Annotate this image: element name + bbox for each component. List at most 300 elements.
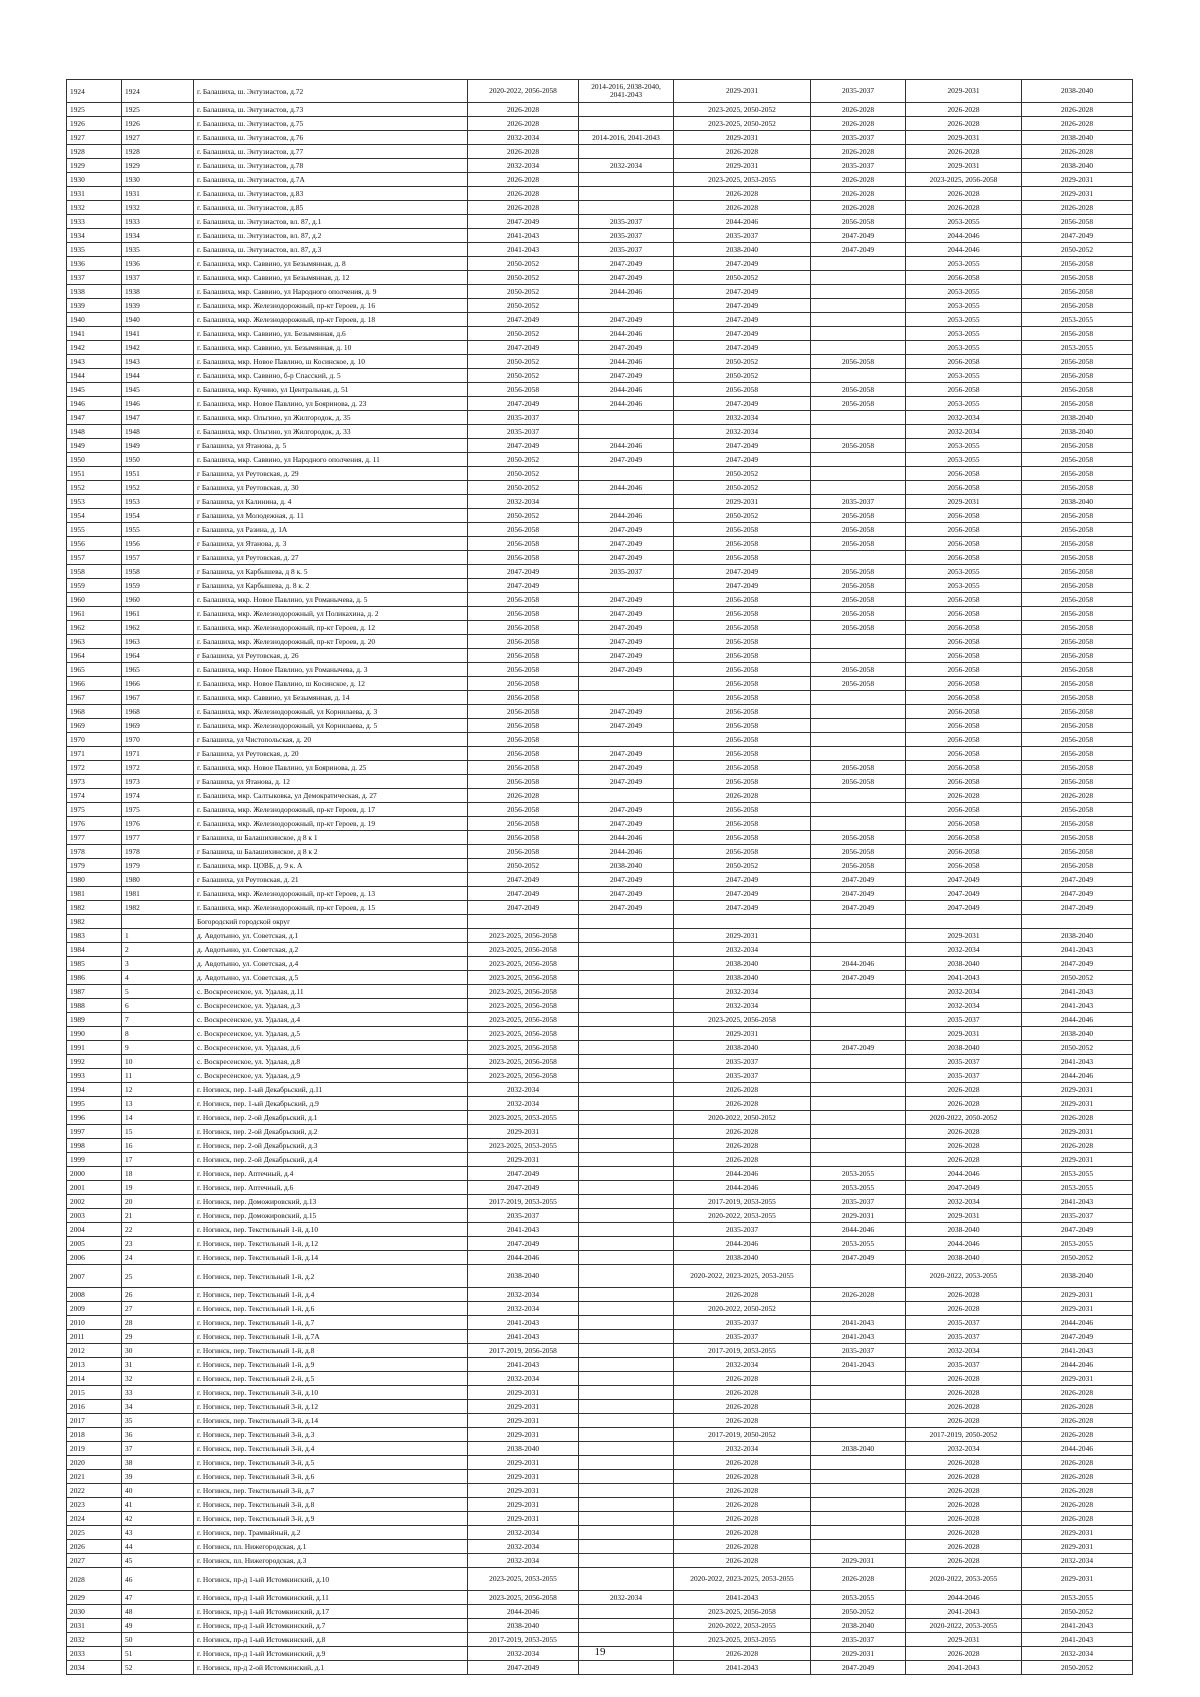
table-row	[67, 229, 1133, 243]
date-col-1: 2050-2052	[468, 467, 579, 481]
local-number: 1953	[122, 495, 194, 509]
row-number: 2011	[67, 1330, 122, 1344]
date-col-3: 2026-2028	[674, 1498, 811, 1512]
address-cell: г. Ногинск, пер. Текстильный 1-й, д.12	[194, 1237, 468, 1251]
date-col-6: 2056-2058	[1022, 719, 1133, 733]
date-col-5: 2026-2028	[906, 1153, 1022, 1167]
date-col-3: 2026-2028	[674, 187, 811, 201]
date-col-4	[811, 705, 906, 719]
date-col-3: 2032-2034	[674, 425, 811, 439]
date-col-4	[811, 719, 906, 733]
date-col-2: 2047-2049	[579, 593, 674, 607]
row-number: 1927	[67, 131, 122, 145]
date-col-4	[811, 1013, 906, 1027]
date-col-3: 2047-2049	[674, 901, 811, 915]
date-col-3: 2056-2058	[674, 719, 811, 733]
date-col-2	[579, 1386, 674, 1400]
date-col-3: 2032-2034	[674, 985, 811, 999]
date-col-6: 2050-2052	[1022, 1041, 1133, 1055]
table-row	[67, 327, 1133, 341]
table-row	[67, 131, 1133, 145]
date-col-4: 2056-2058	[811, 439, 906, 453]
local-number: 9	[122, 1041, 194, 1055]
date-col-2	[579, 1540, 674, 1554]
row-number: 1963	[67, 635, 122, 649]
address-cell: г. Балашиха, мкр. Новое Павлино, ул Бояринова, д. 23	[194, 397, 468, 411]
date-col-6: 2050-2052	[1022, 1661, 1133, 1675]
row-number: 2009	[67, 1302, 122, 1316]
address-cell: с. Воскресенское, ул. Удалая, д.3	[194, 999, 468, 1013]
address-cell: г. Ногинск, пер. Текстильный 3-й, д.9	[194, 1512, 468, 1526]
address-cell: г. Ногинск, пер. Текстильный 1-й, д.7А	[194, 1330, 468, 1344]
date-col-3: 2023-2025, 2056-2058	[674, 1013, 811, 1027]
date-col-1: 2029-2031	[468, 1125, 579, 1139]
table-row	[67, 355, 1133, 369]
date-col-5: 2056-2058	[906, 831, 1022, 845]
table-row	[67, 1251, 1133, 1265]
table-row	[67, 565, 1133, 579]
date-col-1: 2047-2049	[468, 579, 579, 593]
date-col-5: 2056-2058	[906, 467, 1022, 481]
date-col-4	[811, 1484, 906, 1498]
date-col-6: 2026-2028	[1022, 1456, 1133, 1470]
date-col-2: 2047-2049	[579, 551, 674, 565]
local-number: 1938	[122, 285, 194, 299]
date-col-1: 2056-2058	[468, 775, 579, 789]
date-col-3: 2056-2058	[674, 677, 811, 691]
row-number: 1953	[67, 495, 122, 509]
date-col-2: 2044-2046	[579, 383, 674, 397]
date-col-3: 2020-2022, 2023-2025, 2053-2055	[674, 1568, 811, 1591]
date-col-5: 2035-2037	[906, 1358, 1022, 1372]
date-col-5: 2047-2049	[906, 887, 1022, 901]
local-number: 1943	[122, 355, 194, 369]
date-col-2	[579, 1633, 674, 1647]
date-col-4	[811, 733, 906, 747]
date-col-5: 2053-2055	[906, 285, 1022, 299]
table-row	[67, 705, 1133, 719]
date-col-5: 2053-2055	[906, 565, 1022, 579]
date-col-1: 2044-2046	[468, 1605, 579, 1619]
date-col-1: 2029-2031	[468, 1512, 579, 1526]
date-col-6: 2026-2028	[1022, 1470, 1133, 1484]
local-number: 1952	[122, 481, 194, 495]
date-col-3: 2056-2058	[674, 761, 811, 775]
date-col-5: 2026-2028	[906, 1470, 1022, 1484]
local-number: 35	[122, 1414, 194, 1428]
date-col-5: 2056-2058	[906, 733, 1022, 747]
date-col-1: 2023-2025, 2056-2058	[468, 999, 579, 1013]
row-number: 1976	[67, 817, 122, 831]
table-row	[67, 481, 1133, 495]
local-number: 1932	[122, 201, 194, 215]
date-col-3: 2047-2049	[674, 313, 811, 327]
date-col-6: 2038-2040	[1022, 929, 1133, 943]
table-row	[67, 887, 1133, 901]
date-col-5: 2029-2031	[906, 1633, 1022, 1647]
table-row	[67, 1167, 1133, 1181]
date-col-5: 2029-2031	[906, 929, 1022, 943]
date-col-4: 2026-2028	[811, 1568, 906, 1591]
date-col-4: 2056-2058	[811, 537, 906, 551]
date-col-6: 2050-2052	[1022, 971, 1133, 985]
local-number: 1925	[122, 103, 194, 117]
local-number: 1965	[122, 663, 194, 677]
date-col-1: 2020-2022, 2056-2058	[468, 80, 579, 103]
date-col-1: 2026-2028	[468, 145, 579, 159]
date-col-2	[579, 1055, 674, 1069]
date-col-5: 2056-2058	[906, 691, 1022, 705]
date-col-4	[811, 299, 906, 313]
date-col-1: 2023-2025, 2056-2058	[468, 985, 579, 999]
local-number: 2	[122, 943, 194, 957]
row-number: 1995	[67, 1097, 122, 1111]
date-col-5: 2053-2055	[906, 313, 1022, 327]
table-row	[67, 733, 1133, 747]
row-number: 1966	[67, 677, 122, 691]
date-col-5: 2020-2022, 2053-2055	[906, 1568, 1022, 1591]
address-cell: г Балашиха, ул Реутовская, д. 27	[194, 551, 468, 565]
date-col-3: 2026-2028	[674, 1288, 811, 1302]
date-col-6: 2056-2058	[1022, 551, 1133, 565]
date-col-4: 2056-2058	[811, 355, 906, 369]
local-number: 1974	[122, 789, 194, 803]
date-col-4: 2026-2028	[811, 117, 906, 131]
date-col-6: 2044-2046	[1022, 1069, 1133, 1083]
row-number: 1983	[67, 929, 122, 943]
address-cell: г. Ногинск, пер. Текстильный 1-й, д.7	[194, 1316, 468, 1330]
date-col-5: 2056-2058	[906, 481, 1022, 495]
address-cell: г. Балашиха, ш. Энтузиастов, д.73	[194, 103, 468, 117]
date-col-3: 2032-2034	[674, 1442, 811, 1456]
local-number: 36	[122, 1428, 194, 1442]
date-col-3: 2035-2037	[674, 1316, 811, 1330]
date-col-4: 2056-2058	[811, 397, 906, 411]
date-col-5: 2056-2058	[906, 551, 1022, 565]
address-cell: г. Балашиха, мкр. Саввино, ул Народного ополчения, д. 11	[194, 453, 468, 467]
date-col-3: 2023-2025, 2053-2055	[674, 173, 811, 187]
date-col-6: 2029-2031	[1022, 1288, 1133, 1302]
date-col-5: 2038-2040	[906, 957, 1022, 971]
date-col-6: 2056-2058	[1022, 369, 1133, 383]
date-col-4: 2047-2049	[811, 971, 906, 985]
row-number: 1926	[67, 117, 122, 131]
date-col-5: 2044-2046	[906, 1167, 1022, 1181]
date-col-4	[811, 1111, 906, 1125]
date-col-3: 2026-2028	[674, 1470, 811, 1484]
row-number: 2022	[67, 1484, 122, 1498]
table-row	[67, 621, 1133, 635]
date-col-3: 2038-2040	[674, 243, 811, 257]
date-col-6: 2026-2028	[1022, 1414, 1133, 1428]
address-cell: г. Балашиха, мкр. Салтыковка, ул Демократическая, д. 27	[194, 789, 468, 803]
date-col-3: 2026-2028	[674, 1484, 811, 1498]
local-number: 1942	[122, 341, 194, 355]
date-col-3: 2035-2037	[674, 1330, 811, 1344]
date-col-1: 2029-2031	[468, 1414, 579, 1428]
address-cell: г Балашиха, ул Карбышева, д. 8 к. 2	[194, 579, 468, 593]
date-col-6: 2047-2049	[1022, 957, 1133, 971]
table-row	[67, 593, 1133, 607]
date-col-6: 2029-2031	[1022, 1568, 1133, 1591]
date-col-3: 2035-2037	[674, 1069, 811, 1083]
table-row	[67, 201, 1133, 215]
date-col-2	[579, 1083, 674, 1097]
date-col-5: 2026-2028	[906, 1400, 1022, 1414]
row-number: 2030	[67, 1605, 122, 1619]
date-col-5: 2035-2037	[906, 1330, 1022, 1344]
local-number: 10	[122, 1055, 194, 1069]
schedule-table	[66, 79, 1133, 1675]
date-col-1: 2056-2058	[468, 803, 579, 817]
date-col-5: 2044-2046	[906, 243, 1022, 257]
date-col-5	[906, 915, 1022, 929]
row-number: 1932	[67, 201, 122, 215]
date-col-2: 2047-2049	[579, 607, 674, 621]
date-col-6: 2026-2028	[1022, 1111, 1133, 1125]
table-row	[67, 831, 1133, 845]
row-number: 2020	[67, 1456, 122, 1470]
date-col-3: 2047-2049	[674, 299, 811, 313]
date-col-4: 2053-2055	[811, 1237, 906, 1251]
date-col-3: 2044-2046	[674, 1181, 811, 1195]
address-cell: г. Балашиха, ш. Энтузиастов, д.85	[194, 201, 468, 215]
date-col-5: 2056-2058	[906, 271, 1022, 285]
row-number: 2034	[67, 1661, 122, 1675]
date-col-2	[579, 145, 674, 159]
table-row	[67, 579, 1133, 593]
row-number: 1988	[67, 999, 122, 1013]
date-col-3: 2026-2028	[674, 1139, 811, 1153]
date-col-2	[579, 1568, 674, 1591]
table-row	[67, 789, 1133, 803]
date-col-1	[468, 915, 579, 929]
date-col-1: 2041-2043	[468, 243, 579, 257]
table-row	[67, 607, 1133, 621]
date-col-1: 2023-2025, 2056-2058	[468, 1055, 579, 1069]
table-row	[67, 1661, 1133, 1675]
date-col-4	[811, 425, 906, 439]
table-body	[67, 80, 1133, 1675]
date-col-5: 2026-2028	[906, 1139, 1022, 1153]
address-cell: г. Ногинск, пр-д 1-ый Истомкинский, д.17	[194, 1605, 468, 1619]
table-row	[67, 285, 1133, 299]
local-number: 26	[122, 1288, 194, 1302]
row-number: 2001	[67, 1181, 122, 1195]
table-row	[67, 1512, 1133, 1526]
date-col-4: 2044-2046	[811, 957, 906, 971]
date-col-3: 2035-2037	[674, 1223, 811, 1237]
row-number: 1989	[67, 1013, 122, 1027]
local-number: 1926	[122, 117, 194, 131]
address-cell: г. Балашиха, ш. Энтузиастов, вл. 87, д.1	[194, 215, 468, 229]
date-col-6: 2056-2058	[1022, 593, 1133, 607]
table-row	[67, 1619, 1133, 1633]
date-col-4	[811, 1125, 906, 1139]
row-number: 1975	[67, 803, 122, 817]
local-number: 1928	[122, 145, 194, 159]
address-cell: г Балашиха, ул Реутовская, д. 26	[194, 649, 468, 663]
date-col-3: 2056-2058	[674, 621, 811, 635]
row-number: 2008	[67, 1288, 122, 1302]
local-number: 39	[122, 1470, 194, 1484]
date-col-3: 2056-2058	[674, 663, 811, 677]
date-col-5: 2026-2028	[906, 1386, 1022, 1400]
date-col-4	[811, 1139, 906, 1153]
date-col-3: 2047-2049	[674, 327, 811, 341]
date-col-5: 2026-2028	[906, 1456, 1022, 1470]
address-cell: г. Балашиха, мкр. Новое Павлино, ул Романычева, д. 5	[194, 593, 468, 607]
row-number: 1971	[67, 747, 122, 761]
table-row	[67, 1153, 1133, 1167]
date-col-6: 2026-2028	[1022, 1400, 1133, 1414]
date-col-3: 2047-2049	[674, 579, 811, 593]
date-col-6: 2026-2028	[1022, 1139, 1133, 1153]
date-col-2: 2044-2046	[579, 397, 674, 411]
date-col-6: 2056-2058	[1022, 803, 1133, 817]
address-cell: г Балашиха, ул Калинина, д. 4	[194, 495, 468, 509]
address-cell: г. Ногинск, пер. Доможировский, д.13	[194, 1195, 468, 1209]
date-col-3: 2038-2040	[674, 1251, 811, 1265]
date-col-4	[811, 1456, 906, 1470]
date-col-3: 2041-2043	[674, 1591, 811, 1605]
local-number: 1981	[122, 887, 194, 901]
local-number: 1944	[122, 369, 194, 383]
local-number: 1924	[122, 80, 194, 103]
date-col-2: 2047-2049	[579, 803, 674, 817]
date-col-4	[811, 1265, 906, 1288]
date-col-6: 2056-2058	[1022, 271, 1133, 285]
row-number: 1997	[67, 1125, 122, 1139]
table-row	[67, 453, 1133, 467]
date-col-6: 2056-2058	[1022, 215, 1133, 229]
local-number: 1941	[122, 327, 194, 341]
date-col-1: 2029-2031	[468, 1470, 579, 1484]
date-col-3: 2056-2058	[674, 635, 811, 649]
local-number: 1931	[122, 187, 194, 201]
date-col-1: 2047-2049	[468, 1167, 579, 1181]
local-number: 1940	[122, 313, 194, 327]
local-number: 19	[122, 1181, 194, 1195]
date-col-6: 2053-2055	[1022, 313, 1133, 327]
local-number: 1977	[122, 831, 194, 845]
date-col-1: 2044-2046	[468, 1251, 579, 1265]
row-number: 1982	[67, 901, 122, 915]
address-cell: г. Ногинск, пл. Нижегородская, д.1	[194, 1540, 468, 1554]
address-cell: г. Ногинск, пер. Текстильный 2-й, д.5	[194, 1372, 468, 1386]
address-cell: г. Балашиха, мкр. Саввино, ул Народного ополчения, д. 9	[194, 285, 468, 299]
date-col-4	[811, 551, 906, 565]
date-col-1: 2038-2040	[468, 1619, 579, 1633]
table-row	[67, 467, 1133, 481]
date-col-6: 2047-2049	[1022, 873, 1133, 887]
table-row	[67, 1540, 1133, 1554]
date-col-4	[811, 1526, 906, 1540]
date-col-3: 2056-2058	[674, 747, 811, 761]
address-cell: г. Балашиха, мкр. Железнодорожный, пр-кт Героев, д. 19	[194, 817, 468, 831]
date-col-2	[579, 1344, 674, 1358]
address-cell: г. Балашиха, ш. Энтузиастов, д.78	[194, 159, 468, 173]
date-col-6: 2026-2028	[1022, 1428, 1133, 1442]
date-col-4: 2029-2031	[811, 1647, 906, 1661]
date-col-4: 2029-2031	[811, 1209, 906, 1223]
local-number: 1964	[122, 649, 194, 663]
table-row	[67, 1181, 1133, 1195]
date-col-4: 2047-2049	[811, 1251, 906, 1265]
date-col-5: 2029-2031	[906, 1209, 1022, 1223]
date-col-1: 2023-2025, 2053-2055	[468, 1111, 579, 1125]
date-col-4: 2053-2055	[811, 1591, 906, 1605]
local-number: 49	[122, 1619, 194, 1633]
date-col-4	[811, 915, 906, 929]
date-col-3: 2029-2031	[674, 1027, 811, 1041]
date-col-4: 2056-2058	[811, 383, 906, 397]
date-col-3: 2050-2052	[674, 355, 811, 369]
date-col-1: 2041-2043	[468, 1316, 579, 1330]
local-number: 21	[122, 1209, 194, 1223]
date-col-2	[579, 425, 674, 439]
table-row	[67, 509, 1133, 523]
date-col-5: 2032-2034	[906, 1195, 1022, 1209]
local-number: 1945	[122, 383, 194, 397]
local-number: 1971	[122, 747, 194, 761]
date-col-1: 2047-2049	[468, 1237, 579, 1251]
date-col-1: 2023-2025, 2056-2058	[468, 971, 579, 985]
date-col-2	[579, 1209, 674, 1223]
local-number: 11	[122, 1069, 194, 1083]
local-number: 1973	[122, 775, 194, 789]
date-col-3: 2026-2028	[674, 1083, 811, 1097]
date-col-5: 2029-2031	[906, 131, 1022, 145]
date-col-1: 2056-2058	[468, 635, 579, 649]
date-col-5: 2026-2028	[906, 187, 1022, 201]
local-number: 1947	[122, 411, 194, 425]
row-number: 1946	[67, 397, 122, 411]
date-col-2: 2047-2049	[579, 873, 674, 887]
address-cell: с. Воскресенское, ул. Удалая, д.8	[194, 1055, 468, 1069]
date-col-2	[579, 1526, 674, 1540]
local-number: 1948	[122, 425, 194, 439]
date-col-2	[579, 1069, 674, 1083]
address-cell: с. Воскресенское, ул. Удалая, д.6	[194, 1041, 468, 1055]
date-col-6: 2056-2058	[1022, 831, 1133, 845]
date-col-2: 2047-2049	[579, 635, 674, 649]
date-col-5: 2053-2055	[906, 369, 1022, 383]
date-col-4	[811, 1083, 906, 1097]
date-col-3: 2047-2049	[674, 873, 811, 887]
date-col-5: 2056-2058	[906, 607, 1022, 621]
date-col-1: 2050-2052	[468, 859, 579, 873]
row-number: 2028	[67, 1568, 122, 1591]
date-col-3: 2047-2049	[674, 285, 811, 299]
row-number: 1967	[67, 691, 122, 705]
row-number: 1956	[67, 537, 122, 551]
local-number: 1954	[122, 509, 194, 523]
date-col-5: 2056-2058	[906, 859, 1022, 873]
date-col-3: 2029-2031	[674, 495, 811, 509]
date-col-1: 2035-2037	[468, 425, 579, 439]
date-col-1: 2026-2028	[468, 187, 579, 201]
date-col-3: 2026-2028	[674, 1097, 811, 1111]
row-number: 1984	[67, 943, 122, 957]
date-col-2: 2047-2049	[579, 313, 674, 327]
date-col-5: 2026-2028	[906, 1414, 1022, 1428]
date-col-5: 2026-2028	[906, 1372, 1022, 1386]
table-row	[67, 271, 1133, 285]
date-col-3: 2026-2028	[674, 1153, 811, 1167]
address-cell: г. Ногинск, пер. Текстильный 3-й, д.10	[194, 1386, 468, 1400]
row-number: 1944	[67, 369, 122, 383]
